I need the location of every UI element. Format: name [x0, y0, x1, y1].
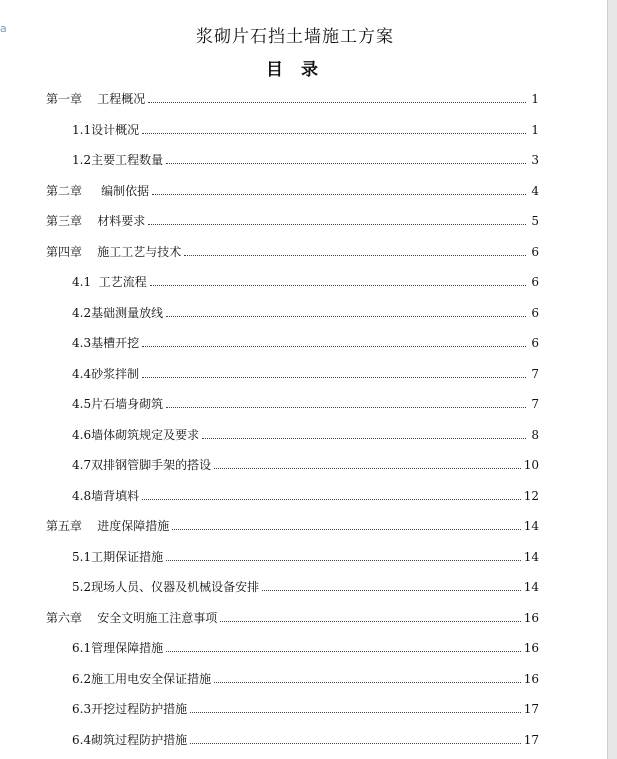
toc-entry-text: 墙背填料	[91, 488, 140, 503]
toc-page-number: 16	[523, 641, 539, 655]
toc-dot-leader	[190, 743, 521, 744]
toc-entry-number: 6.3	[72, 702, 92, 716]
toc-entry[interactable]	[72, 453, 539, 473]
toc-entry-text: 工艺流程	[98, 275, 147, 289]
toc-dot-leader	[166, 407, 526, 408]
toc-page-number: 4	[531, 183, 539, 198]
toc-page-number: 14	[523, 519, 539, 533]
toc-entry-number: 6.4	[72, 732, 92, 747]
toc-entry-text: 片石墙身砌筑	[91, 397, 164, 411]
toc-entry-text: 现场人员、仪器及机械设备安排	[91, 580, 260, 594]
toc-dot-leader	[202, 438, 526, 439]
toc-entry[interactable]	[72, 301, 539, 321]
toc-dot-leader	[152, 194, 526, 195]
toc-entry-number: 4.7	[72, 458, 92, 472]
toc-page-number: 17	[523, 702, 539, 716]
toc-entry-text: 主要工程数量	[91, 153, 164, 167]
toc-entry-number: 6.2	[72, 671, 92, 686]
toc-entry-text: 砂浆拌制	[91, 366, 140, 381]
toc-entry-text: 工程概况	[97, 92, 146, 106]
toc-page-number: 16	[523, 671, 539, 686]
toc-dot-leader	[166, 651, 521, 652]
toc-entry-number: 第四章	[46, 244, 98, 259]
toc-entry-text: 双排钢管脚手架的搭设	[91, 458, 212, 472]
toc-dot-leader	[214, 468, 521, 469]
toc-entry[interactable]	[72, 636, 539, 656]
toc-entry[interactable]	[72, 697, 539, 717]
toc-entry-number: 第六章	[46, 610, 98, 625]
toc-entry-text: 编制依据	[101, 183, 150, 198]
toc-entry-number: 5.2	[72, 580, 92, 594]
toc-page-number: 7	[531, 366, 539, 381]
toc-page-number: 6	[531, 275, 539, 289]
toc-heading: 目 录	[266, 60, 324, 80]
toc-dot-leader	[262, 590, 521, 591]
toc-entry-number: 4.3	[72, 336, 92, 350]
toc-page-number: 1	[531, 92, 539, 106]
toc-entry[interactable]	[46, 179, 539, 199]
toc-entry-text: 施工工艺与技术	[97, 244, 182, 259]
toc-entry-number: 4.4	[72, 366, 92, 381]
toc-entry-number: 1.2	[72, 153, 92, 167]
toc-entry-number: 第五章	[46, 519, 98, 533]
toc-page-number: 14	[523, 580, 539, 594]
document-title: 浆砌片石挡土墙施工方案	[196, 27, 394, 47]
toc-page-number: 14	[523, 549, 539, 564]
toc-dot-leader	[172, 529, 520, 530]
toc-entry[interactable]	[72, 270, 539, 290]
toc-entry-number: 4.6	[72, 427, 92, 442]
toc-entry[interactable]	[72, 667, 539, 687]
toc-dot-leader	[150, 285, 526, 286]
toc-entry[interactable]	[72, 728, 539, 748]
toc-page-number: 3	[531, 153, 539, 167]
toc-entry[interactable]	[46, 240, 539, 260]
toc-page-number: 17	[523, 732, 539, 747]
toc-dot-leader	[214, 682, 521, 683]
toc-entry-number: 4.2	[72, 305, 92, 320]
toc-dot-leader	[166, 560, 521, 561]
toc-dot-leader	[184, 255, 526, 256]
toc-dot-leader	[166, 163, 526, 164]
toc-entry[interactable]	[46, 514, 539, 534]
toc-page-number: 12	[523, 488, 539, 503]
toc-dot-leader	[142, 133, 526, 134]
page-edge	[607, 0, 617, 759]
toc-dot-leader	[148, 102, 526, 103]
toc-entry[interactable]	[72, 423, 539, 443]
toc-entry[interactable]	[46, 209, 539, 229]
toc-entry[interactable]	[72, 362, 539, 382]
toc-entry-number: 第二章	[46, 183, 102, 198]
toc-entry-text: 设计概况	[91, 122, 140, 137]
toc-entry-text: 材料要求	[97, 214, 146, 228]
toc-entry-number: 第三章	[46, 214, 98, 228]
toc-entry-text: 施工用电安全保证措施	[91, 671, 212, 686]
toc-entry-text: 墙体砌筑规定及要求	[91, 427, 200, 442]
toc-entry-text: 安全文明施工注意事项	[97, 610, 218, 625]
toc-entry-text: 进度保障措施	[97, 519, 170, 533]
toc-entry-text: 基础测量放线	[91, 305, 164, 320]
toc-entry[interactable]	[46, 87, 539, 107]
toc-entry[interactable]	[72, 545, 539, 565]
toc-page-number: 1	[531, 122, 539, 137]
toc-dot-leader	[142, 377, 526, 378]
toc-page-number: 16	[523, 610, 539, 625]
toc-dot-leader	[220, 621, 520, 622]
toc-entry-text: 开挖过程防护措施	[91, 702, 188, 716]
toc-entry-text: 砌筑过程防护措施	[91, 732, 188, 747]
toc-entry-number: 4.1	[72, 275, 99, 289]
toc-entry-number: 4.8	[72, 488, 92, 503]
toc-entry-number: 6.1	[72, 641, 92, 655]
toc-dot-leader	[190, 712, 521, 713]
toc-entry-number: 1.1	[72, 122, 92, 137]
toc-entry[interactable]	[72, 575, 539, 595]
toc-entry-number: 5.1	[72, 549, 92, 564]
toc-page-number: 8	[531, 427, 539, 442]
toc-entry-text: 基槽开挖	[91, 336, 140, 350]
toc-dot-leader	[142, 499, 521, 500]
corner-mark: a	[0, 22, 7, 35]
toc-page-number: 10	[523, 458, 539, 472]
toc-dot-leader	[166, 316, 526, 317]
toc-entry[interactable]	[72, 484, 539, 504]
toc-entry-number: 4.5	[72, 397, 92, 411]
toc-entry-text: 工期保证措施	[91, 549, 164, 564]
toc-entry[interactable]	[72, 148, 539, 168]
toc-entry-number: 第一章	[46, 92, 98, 106]
toc-dot-leader	[142, 346, 526, 347]
toc-dot-leader	[148, 224, 526, 225]
toc-page-number: 6	[531, 244, 539, 259]
toc-page-number: 5	[531, 214, 539, 228]
toc-page-number: 6	[531, 305, 539, 320]
toc-entry-text: 管理保障措施	[91, 641, 164, 655]
toc-entry[interactable]	[72, 118, 539, 138]
toc-entry[interactable]	[72, 392, 539, 412]
toc-page-number: 7	[531, 397, 539, 411]
toc-entry[interactable]	[72, 331, 539, 351]
toc-entry[interactable]	[46, 606, 539, 626]
toc-page-number: 6	[531, 336, 539, 350]
